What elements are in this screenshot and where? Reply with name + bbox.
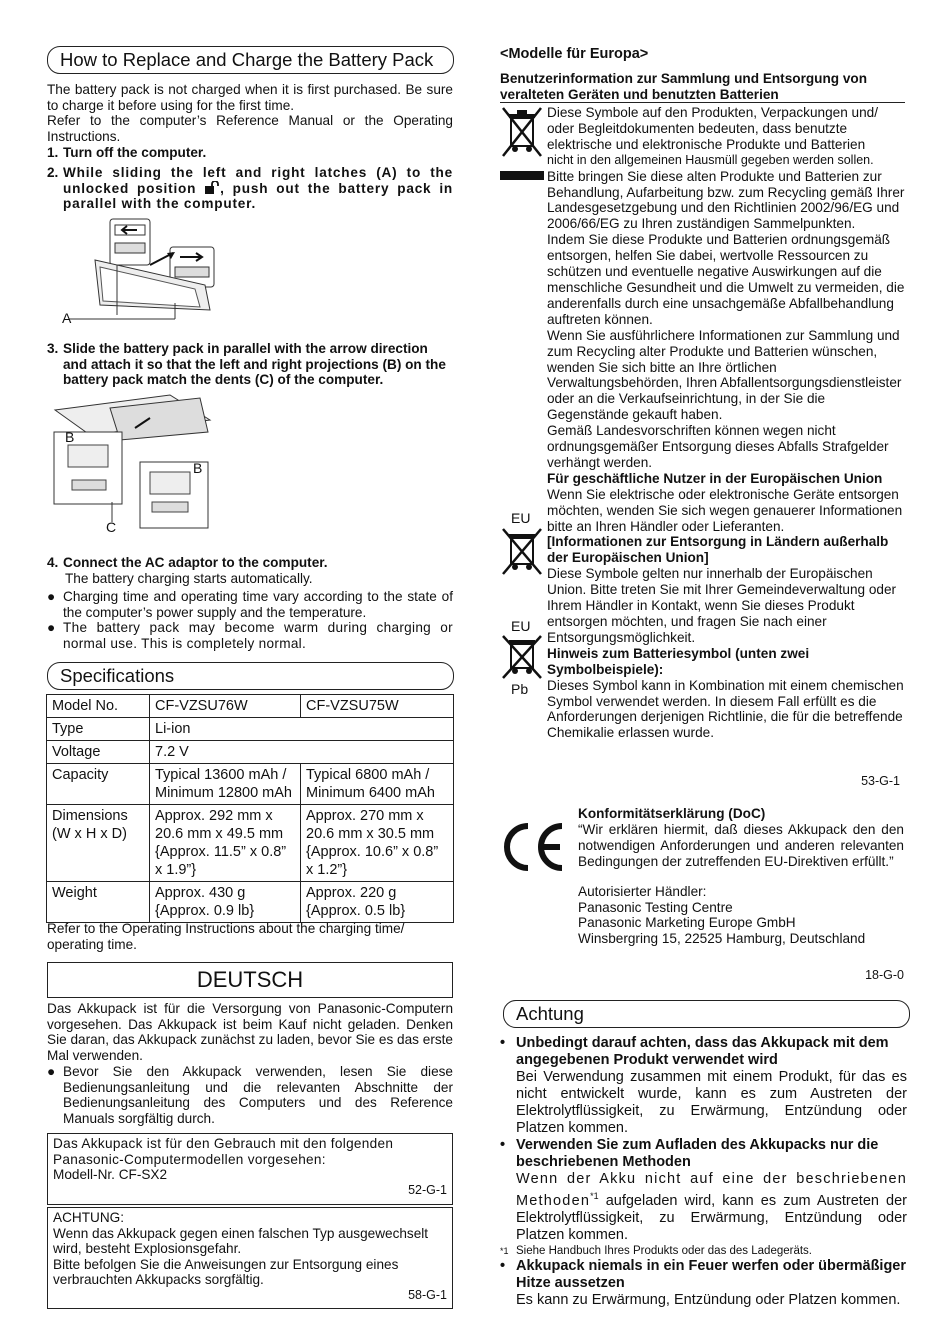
crossed-bin-icon-eu — [500, 526, 544, 578]
info-para-5: Gemäß Landesvorschriften können wegen nicht ordnungsgemäßer Entsorgung dieses Abfalls Strafgelder verhängt werden. — [547, 423, 889, 470]
intro-paragraph-1: The battery pack is not charged when it is first purchased. Be sure to charge it before using for the first time. — [47, 82, 453, 113]
outside-eu-text: Diese Symbole gelten nur innerhalb der Europäischen Union. Bitte treten Sie mit Ihrer Gemeindeverwaltung oder Ihrem Händler in Kontakt, wenn Sie dieses Produkt entsorgen möchten, und fragen Sie nach einer Entsorgungsmöglichkeit. — [547, 566, 897, 645]
dealer-label: Autorisierter Händler: — [578, 883, 707, 899]
europe-title: <Modelle für Europa> — [500, 46, 649, 62]
table-row: Type Li-ion — [47, 718, 454, 741]
info-para-1: Diese Symbole auf den Produkten, Verpackungen und/ oder Begleitdokumenten bedeuten, dass benutzte elektrische und elektronische Produkte und Batterien — [547, 105, 879, 152]
achtung-box-text: Wenn das Akkupack gegen einen falschen Typ ausgewechselt wird, besteht Explosionsgefahr. — [53, 1225, 429, 1257]
step-4 — [47, 555, 453, 586]
table-row: Dimensions (W x H x D) Approx. 292 mm x 20.6 mm x 49.5 mm {Approx. 11.5” x 0.8” x 1.9”} Approx. 270 mm x 20.6 mm x 30.5 mm {Approx. 10.6” x 0.8” x 1.2”} — [47, 805, 454, 882]
unlock-icon — [204, 181, 220, 193]
black-bar — [500, 171, 544, 180]
step-number: 2. — [47, 165, 59, 180]
step-text: Slide the battery pack in parallel with the arrow direction and attach it so that the left and right projections (B) on the battery pack match the dents (C) of the computer. — [63, 341, 446, 388]
achtung-box-title: ACHTUNG: — [53, 1210, 124, 1225]
doc-text: “Wir erklären hiermit, daß dieses Akkupack den den notwendigen Anforderungen und anderen relevanten Bedingungen der zutreffenden EU-Direktiven erfüllt.” — [578, 821, 904, 869]
step-subtext: The battery charging starts automatically. — [65, 570, 313, 586]
eu-label-1: EU — [511, 510, 531, 526]
crossed-bin-icon — [500, 104, 544, 160]
step-text: Connect the AC adaptor to the computer. — [63, 555, 328, 570]
achtung-item: • Unbedingt darauf achten, dass das Akkupack mit dem angegebenen Produkt verwendet wird Bei Verwendung zusammen mit einem Produkt, für das es nicht entwickelt wurde, kann es zum Austreten der Elektrolytflüssigkeit, zu Erwärmung, Entzündung oder Platzen kommen. — [500, 1035, 907, 1136]
info-para-4: Wenn Sie ausführlichere Informationen zur Sammlung und zum Recycling alter Produkte und Batterien wünschen, wenden Sie sich bitte an Ihre örtlichen Verwaltungsbehörden, Ihren Abfallentsorgungsdienstleister oder an die Verkaufseinrichtung, in der Sie die Gegenstände gekauft haben. — [547, 327, 902, 423]
achtung-item: • Akkupack niemals in ein Feuer werfen oder übermäßiger Hitze aussetzen Es kann zu Erwärmung, Entzündung oder Platzen kommen. — [500, 1257, 907, 1308]
business-text: Wenn Sie elektrische oder elektronische Geräte entsorgen möchten, wenden Sie sich wegen genauerer Informationen bitte an Ihren Händler oder Lieferanten. — [547, 486, 903, 534]
dealer-name: Panasonic Testing Centre — [578, 899, 733, 915]
intro-paragraph-2: Refer to the computer’s Reference Manual or the Operating Instructions. — [47, 113, 453, 144]
code-53: 53-G-1 — [861, 774, 900, 788]
deutsch-intro: Das Akkupack ist für die Versorgung von Panasonic-Computern vorgesehen. Das Akkupack ist beim Kauf nicht geladen. Denken Sie daran, das Akkupack zunächst zu laden, bevor Sie es das erste Mal verwenden. — [47, 1001, 453, 1063]
achtung-list — [500, 1035, 907, 1309]
dealer-address: Winsbergring 15, 22525 Hamburg, Deutschland — [578, 931, 866, 947]
table-row: Voltage 7.2 V — [47, 741, 454, 764]
ce-mark-icon — [500, 822, 566, 872]
figure-label-a: A — [62, 310, 72, 326]
dealer-company: Panasonic Marketing Europe GmbH — [578, 915, 796, 931]
crossed-bin-icon-battery — [500, 634, 544, 682]
deutsch-header: DEUTSCH — [47, 962, 453, 998]
business-title: Für geschäftliche Nutzer in der Europäischen Union — [547, 470, 883, 486]
achtung-box-code: 58-G-1 — [408, 1287, 447, 1302]
figure-label-b-left: B — [65, 429, 75, 445]
battery-symbol-text: Dieses Symbol kann in Kombination mit einem chemischen Symbol verwendet werden. In diesem Fall erfüllt es die Anforderungen derjenigen Richtlinie, die für die betreffende Chemikalie erlassen wurde. — [547, 677, 904, 741]
step-text-continued: , push out the battery pack in parallel with the computer. — [63, 180, 454, 212]
step-text: While sliding the left and right latches (A) to the unlocked position — [63, 165, 453, 196]
deutsch-bullet: ● Bevor Sie den Akkupack verwenden, lesen Sie diese Bedienungsanleitung und die relevanten Abschnitte der Bedienungsanleitung des Computers und des Reference Manuals sorgfältig durch. — [47, 1064, 453, 1126]
figure-label-c: C — [106, 519, 117, 535]
europe-subtitle: Benutzerinformation zur Sammlung und Entsorgung von veralteten Geräten und benutzten Batterien — [500, 71, 905, 103]
note-item: ● Charging time and operating time vary according to the state of the computer’s power supply and the temperature. — [47, 589, 453, 620]
info-text-block — [547, 105, 905, 741]
info-para-1b: nicht in den allgemeinen Hausmüll gegeben werden sollen. — [547, 152, 874, 167]
table-row: Capacity Typical 13600 mAh / Minimum 12800 mAh Typical 6800 mAh / Minimum 6400 mAh — [47, 764, 454, 805]
note-item: ● The battery pack may become warm during charging or normal use. This is completely normal. — [47, 620, 453, 651]
step-text: Turn off the computer. — [63, 145, 207, 160]
spec-table — [46, 694, 454, 923]
step-3 — [47, 341, 453, 388]
achtung-header: Achtung — [503, 1000, 910, 1028]
eu-label-2: EU — [511, 618, 531, 634]
specifications-header: Specifications — [47, 662, 454, 690]
battery-section-header: How to Replace and Charge the Battery Pack — [47, 46, 454, 74]
compat-box — [47, 1133, 453, 1205]
spec-note: Refer to the Operating Instructions about the charging time/ operating time. — [47, 921, 405, 952]
battery-symbol-title: Hinweis zum Batteriesymbol (unten zwei Symbolbeispiele): — [547, 645, 810, 677]
figure-label-b-right: B — [193, 460, 203, 476]
info-para-2: Bitte bringen Sie diese alten Produkte und Batterien zur Behandlung, Aufarbeitung bzw. zum Recycling gemäß Ihrer Landesgesetzgebung und den Richtlinien 2002/96/EG und 2006/66/EG zu Ihren zuständigen Sammelpunkten. — [547, 168, 905, 232]
outside-eu-title: [Informationen zur Entsorgung in Ländern außerhalb der Europäischen Union] — [547, 534, 889, 566]
doc-title: Konformitätserklärung (DoC) — [578, 806, 766, 821]
table-row: Weight Approx. 430 g {Approx. 0.9 lb} Approx. 220 g {Approx. 0.5 lb} — [47, 882, 454, 923]
achtung-box-text-2: Bitte befolgen Sie die Anweisungen zur Entsorgung eines verbrauchten Akkupacks sorgfältig. — [53, 1256, 399, 1288]
step-number: 1. — [47, 145, 59, 160]
achtung-item: • Verwenden Sie zum Aufladen des Akkupacks nur die beschriebenen Methoden Wenn der Akku nicht auf eine der beschriebenen Methoden$^{*1}$ aufgeladen wird, kann es zum Austreten der Elektrolytflüssigkeit, zu Erwärmung, Entzündung oder Platzen kommen. — [500, 1137, 907, 1243]
latch-figure — [55, 215, 235, 327]
notes-list — [47, 589, 453, 651]
compat-text: Das Akkupack ist für den Gebrauch mit den folgenden Panasonic-Computermodellen vorgesehen: — [53, 1136, 394, 1167]
doc-block — [578, 806, 904, 947]
table-row: Model No. CF-VZSU76W CF-VZSU75W — [47, 695, 454, 718]
step-1 — [47, 145, 453, 161]
compat-model: Modell-Nr. CF-SX2 — [53, 1167, 168, 1183]
pb-label: Pb — [511, 681, 529, 697]
battery-attach-figure — [50, 390, 215, 530]
footnote: *1 Siehe Handbuch Ihres Produkts oder das des Ladegeräts. — [500, 1244, 812, 1257]
step-2 — [47, 165, 453, 212]
code-18: 18-G-0 — [865, 968, 904, 982]
achtung-box — [47, 1207, 453, 1309]
step-number: 4. — [47, 555, 59, 570]
intro-text — [47, 82, 453, 144]
compat-code: 52-G-1 — [408, 1182, 447, 1197]
info-para-3: Indem Sie diese Produkte und Batterien ordnungsgemäß entsorgen, helfen Sie dabei, wertvolle Ressourcen zu schützen und eventuelle negative Auswirkungen auf die menschliche Gesundheit und die Umwelt zu vermeiden, die anderenfalls durch eine unsachgemäße Abfallbehandlung auftreten können. — [547, 232, 905, 327]
step-number: 3. — [47, 341, 59, 356]
